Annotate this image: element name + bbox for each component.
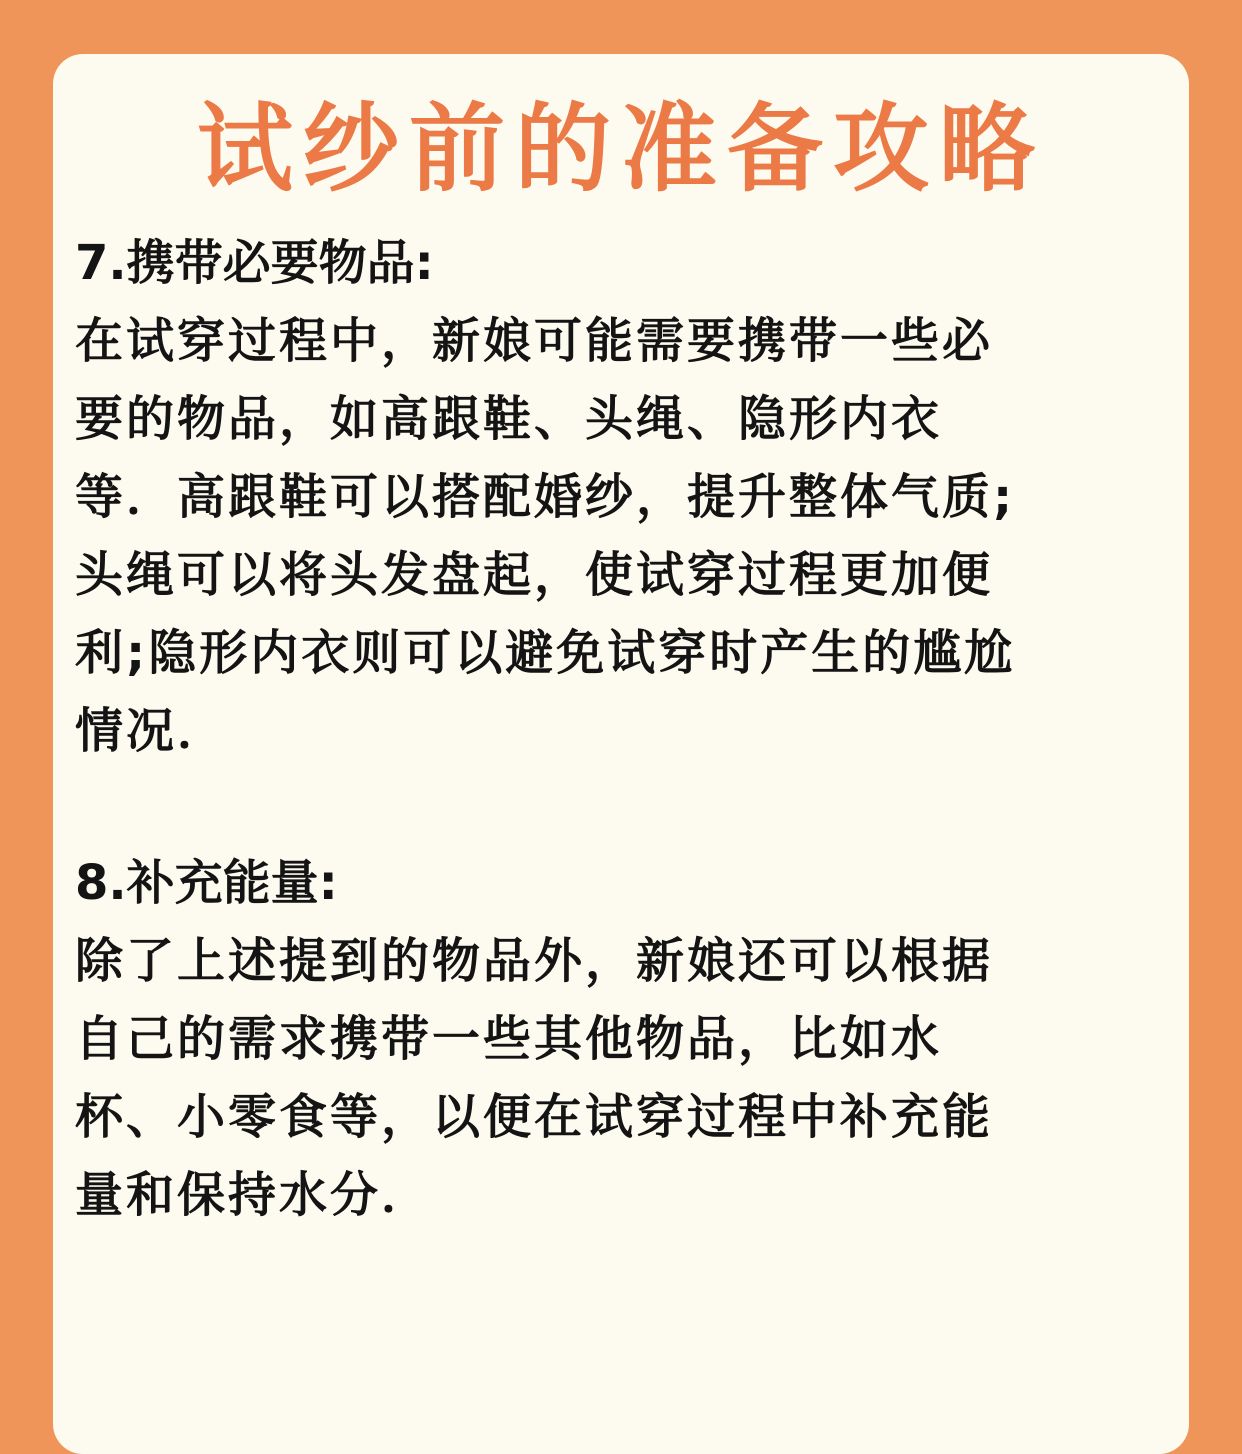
section-heading: 7.携带必要物品: — [75, 235, 434, 291]
paragraph-line: 头绳可以将头发盘起，使试穿过程更加便 — [75, 547, 994, 603]
section-energy — [75, 844, 1175, 1234]
section-heading: 8.补充能量: — [75, 855, 338, 911]
section-paragraph — [75, 922, 1175, 1234]
paragraph-line: 在试穿过程中，新娘可能需要携带一些必 — [75, 313, 994, 369]
paragraph-line: 除了上述提到的物品外，新娘还可以根据 — [75, 933, 994, 989]
section-paragraph — [75, 302, 1175, 770]
content-card — [53, 54, 1189, 1454]
paragraph-line: 等．高跟鞋可以搭配婚纱，提升整体气质; — [75, 469, 1016, 525]
paragraph-line: 利;隐形内衣则可以避免试穿时产生的尴尬 — [75, 625, 1016, 681]
page-title: 试纱前的准备攻略 — [197, 93, 1045, 205]
paragraph-line: 杯、小零食等，以便在试穿过程中补充能 — [75, 1089, 994, 1145]
section-carry-items — [75, 224, 1175, 770]
paragraph-line: 自己的需求携带一些其他物品，比如水 — [75, 1011, 943, 1067]
paragraph-line: 量和保持水分． — [75, 1167, 433, 1223]
paragraph-line: 情况． — [75, 703, 229, 759]
paragraph-line: 要的物品，如高跟鞋、头绳、隐形内衣 — [75, 391, 943, 447]
